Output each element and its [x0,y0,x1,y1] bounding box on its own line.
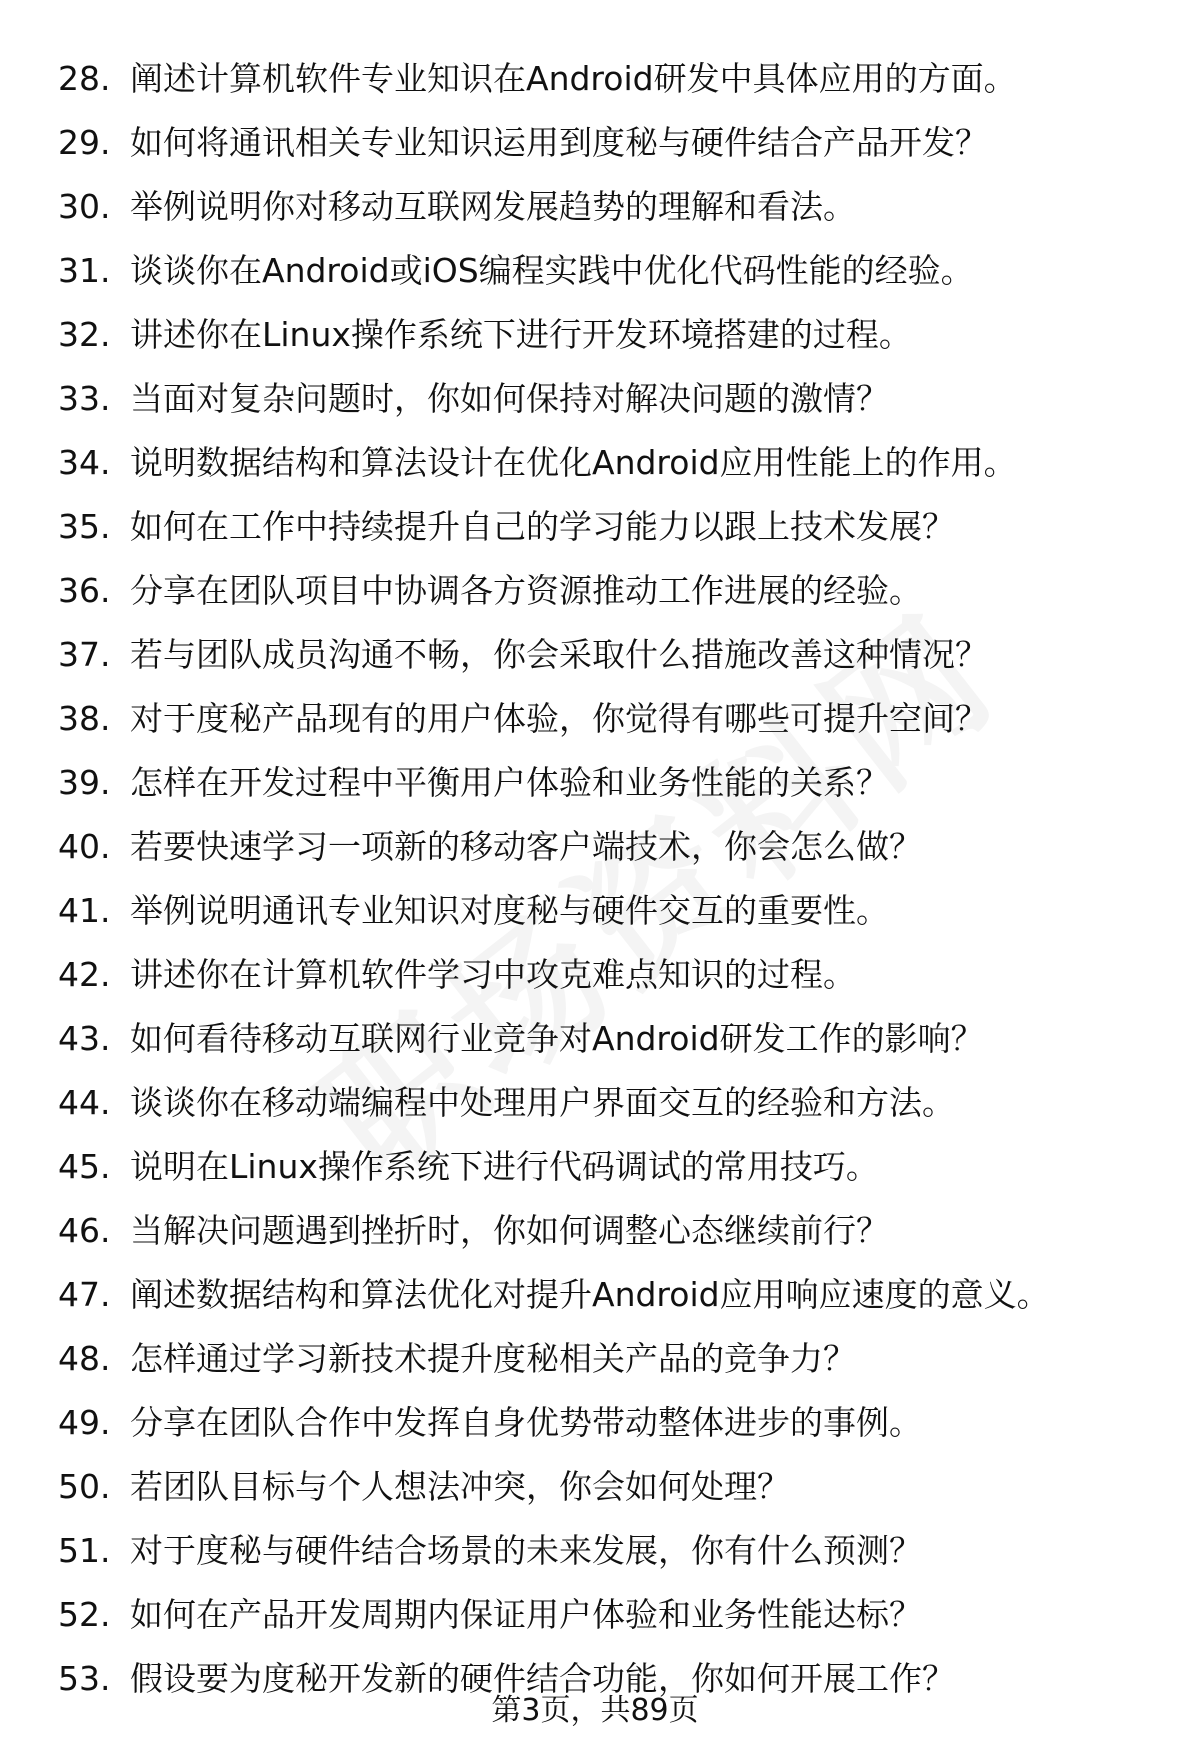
question-item [58,494,1168,558]
question-item [58,1454,1168,1518]
question-text: 讲述你在Linux操作系统下进行开发环境搭建的过程。 [130,314,912,354]
question-item [58,1006,1168,1070]
question-text: 若与团队成员沟通不畅，你会采取什么措施改善这种情况？ [130,634,988,674]
question-list [58,46,1168,1710]
question-item [58,878,1168,942]
question-number: 30. [58,186,111,226]
question-item [58,46,1168,110]
question-text: 假设要为度秘开发新的硬件结合功能，你如何开展工作？ [130,1658,955,1698]
question-text: 讲述你在计算机软件学习中攻克难点知识的过程。 [130,954,856,994]
question-text: 当面对复杂问题时，你如何保持对解决问题的激情？ [130,378,889,418]
question-item [58,558,1168,622]
question-item [58,1582,1168,1646]
question-item [58,942,1168,1006]
question-item [58,238,1168,302]
question-text: 分享在团队项目中协调各方资源推动工作进展的经验。 [130,570,922,610]
question-text: 如何在产品开发周期内保证用户体验和业务性能达标？ [130,1594,922,1634]
question-number: 51. [58,1530,111,1570]
question-text: 说明数据结构和算法设计在优化Android应用性能上的作用。 [130,442,1017,482]
question-text: 说明在Linux操作系统下进行代码调试的常用技巧。 [130,1146,879,1186]
question-text: 当解决问题遇到挫折时，你如何调整心态继续前行？ [130,1210,889,1250]
question-item [58,686,1168,750]
question-number: 32. [58,314,111,354]
question-item [58,1390,1168,1454]
question-item [58,1262,1168,1326]
question-text: 如何在工作中持续提升自己的学习能力以跟上技术发展？ [130,506,955,546]
question-text: 谈谈你在移动端编程中处理用户界面交互的经验和方法。 [130,1082,955,1122]
question-number: 29. [58,122,111,162]
question-number: 33. [58,378,111,418]
question-item [58,1070,1168,1134]
question-number: 40. [58,826,111,866]
question-item [58,174,1168,238]
question-number: 46. [58,1210,111,1250]
question-text: 举例说明你对移动互联网发展趋势的理解和看法。 [130,186,856,226]
page-footer: 第3页，共89页 [491,1693,699,1728]
question-item [58,814,1168,878]
question-text: 若要快速学习一项新的移动客户端技术，你会怎么做？ [130,826,922,866]
question-item [58,1518,1168,1582]
question-item [58,750,1168,814]
question-text: 如何看待移动互联网行业竞争对Android研发工作的影响？ [130,1018,984,1058]
question-number: 42. [58,954,111,994]
question-number: 48. [58,1338,111,1378]
question-number: 31. [58,250,111,290]
question-text: 分享在团队合作中发挥自身优势带动整体进步的事例。 [130,1402,922,1442]
question-number: 53. [58,1658,111,1698]
question-item [58,1326,1168,1390]
question-number: 34. [58,442,111,482]
question-number: 47. [58,1274,111,1314]
question-number: 28. [58,58,111,98]
question-text: 对于度秘产品现有的用户体验，你觉得有哪些可提升空间？ [130,698,988,738]
question-text: 阐述计算机软件专业知识在Android研发中具体应用的方面。 [130,58,1017,98]
question-item [58,366,1168,430]
question-number: 37. [58,634,111,674]
question-text: 若团队目标与个人想法冲突，你会如何处理？ [130,1466,790,1506]
question-number: 49. [58,1402,111,1442]
question-item [58,622,1168,686]
question-number: 50. [58,1466,111,1506]
question-number: 45. [58,1146,111,1186]
question-number: 38. [58,698,111,738]
question-item [58,1198,1168,1262]
question-number: 52. [58,1594,111,1634]
question-number: 39. [58,762,111,802]
question-item [58,110,1168,174]
question-text: 怎样通过学习新技术提升度秘相关产品的竞争力？ [130,1338,856,1378]
question-number: 41. [58,890,111,930]
question-item [58,302,1168,366]
question-text: 谈谈你在Android或iOS编程实践中优化代码性能的经验。 [130,250,974,290]
question-number: 44. [58,1082,111,1122]
question-text: 如何将通讯相关专业知识运用到度秘与硬件结合产品开发？ [130,122,988,162]
question-number: 35. [58,506,111,546]
question-number: 43. [58,1018,111,1058]
question-text: 怎样在开发过程中平衡用户体验和业务性能的关系？ [130,762,889,802]
question-item [58,1134,1168,1198]
question-text: 对于度秘与硬件结合场景的未来发展，你有什么预测？ [130,1530,922,1570]
question-item [58,430,1168,494]
question-text: 举例说明通讯专业知识对度秘与硬件交互的重要性。 [130,890,889,930]
question-text: 阐述数据结构和算法优化对提升Android应用响应速度的意义。 [130,1274,1050,1314]
question-number: 36. [58,570,111,610]
